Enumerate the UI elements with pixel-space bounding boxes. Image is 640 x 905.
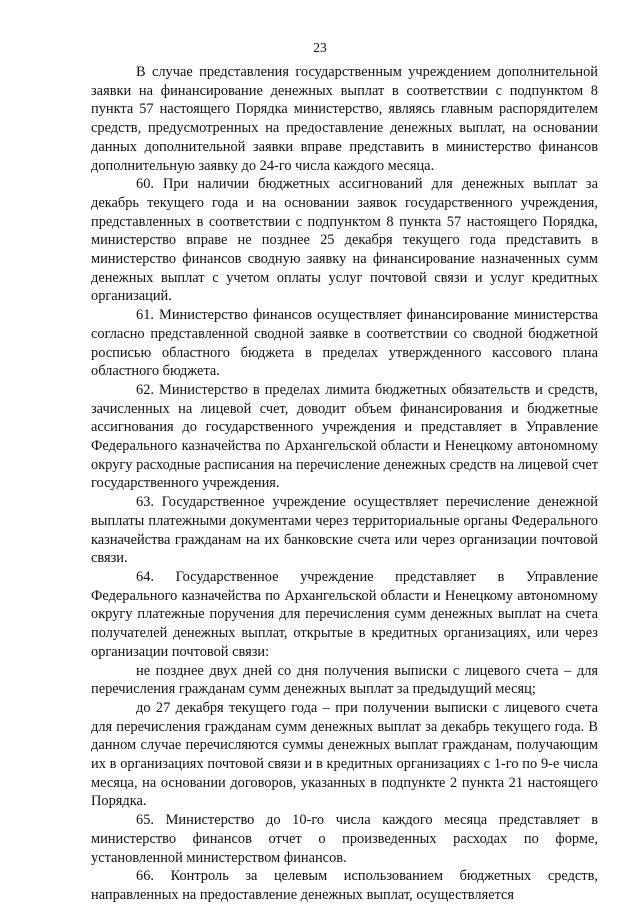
document-body	[91, 63, 598, 905]
paragraph-66: 66. Контроль за целевым использованием бюджетных средств, направленных на предоставление денежных выплат, осуществляется	[91, 868, 598, 903]
paragraph-additional-request: В случае представления государственным учреждением дополнительной заявки на финансирование денежных выплат в соответствии с подпунктом 8 пункта 57 настоящего Порядка министерство, являясь главным распорядителем средств, предусмотренных на предоставление денежных выплат, на основании данных дополнительной заявки вправе представить в министерство финансов дополнительную заявку до 24-го числа каждого месяца.	[91, 64, 598, 174]
paragraph-64-item-2: до 27 декабря текущего года – при получении выписки с лицевого счета для перечисления гражданам сумм денежных выплат за декабрь текущего года. В данном случае перечисляются суммы денежных выплат гражданам, получающим их в организациях почтовой связи и в кредитных организациях с 1-го по 9-е числа месяца, на основании договоров, указанных в подпункте 2 пункта 21 настоящего Порядка.	[91, 699, 598, 810]
paragraph-62: 62. Министерство в пределах лимита бюджетных обязательств и средств, зачисленных на лицевой счет, доводит объем финансирования и бюджетные ассигнования до государственного учреждения и представляет в Управление Федерального казначейства по Архангельской области и Ненецкому автономному округу расходные расписания на перечисление денежных средств на лицевой счет государственного учреждения.	[91, 381, 598, 492]
paragraph-60: 60. При наличии бюджетных ассигнований для денежных выплат за декабрь текущего года и на основании заявок государственного учреждения, представленных в соответствии с подпунктом 8 пункта 57 настоящего Порядка, министерство вправе не позднее 25 декабря текущего года представить в министерство финансов сводную заявку на финансирование назначенных сумм денежных выплат с учетом оплаты услуг почтовой связи и услуг кредитных организаций.	[91, 176, 598, 305]
paragraph-64: 64. Государственное учреждение представляет в Управление Федерального казначейства по Архангельской области и Ненецкому автономному округу платежные поручения для перечисления сумм денежных выплат на счета получателей денежных выплат, открытые в кредитных организациях, или через организации почтовой связи:	[91, 568, 598, 660]
paragraph-64-item-1: не позднее двух дней со дня получения выписки с лицевого счета – для перечисления гражданам сумм денежных выплат за предыдущий месяц;	[91, 662, 598, 698]
paragraph-65: 65. Министерство до 10-го числа каждого месяца представляет в министерство финансов отчет о произведенных расходах по форме, установленной министерством финансов.	[91, 812, 598, 866]
page-number: 23	[313, 40, 327, 55]
paragraph-61: 61. Министерство финансов осуществляет финансирование министерства согласно представленной сводной заявке в соответствии со сводной бюджетной росписью областного бюджета в пределах утвержденного кассового плана областного бюджета.	[91, 307, 598, 380]
paragraph-63: 63. Государственное учреждение осуществляет перечисление денежной выплаты платежными документами через территориальные органы Федерального казначейства гражданам на их банковские счета или через организации почтовой связи.	[91, 494, 598, 567]
